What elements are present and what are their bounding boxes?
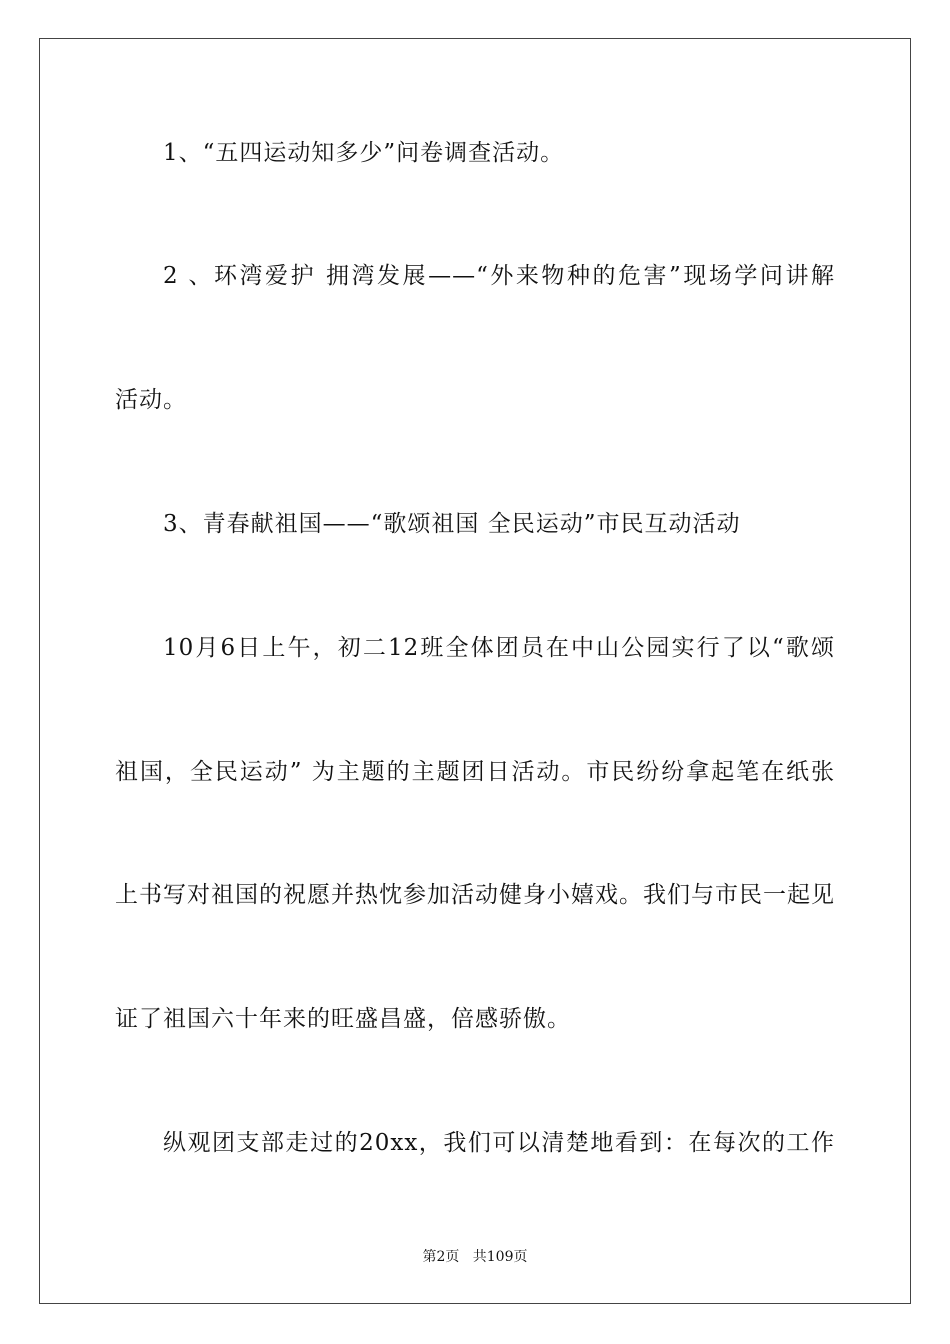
page-number: 第2页 <box>422 1249 460 1265</box>
text-line-1: 1、“五四运动知多少”问卷调查活动。 <box>163 140 565 166</box>
page-total: 共109页 <box>472 1249 528 1265</box>
text-line-2: 2 、环湾爱护 拥湾发展——“外来物种的危害”现场学问讲解 <box>163 263 835 289</box>
text-line-4: 3、青春献祖国——“歌颂祖国 全民运动”市民互动活动 <box>163 511 741 537</box>
text-line-3: 活动。 <box>115 387 187 413</box>
text-line-7: 上书写对祖国的祝愿并热忱参加活动健身小嬉戏。我们与市民一起见 <box>115 882 835 908</box>
text-line-8: 证了祖国六十年来的旺盛昌盛，倍感骄傲。 <box>115 1006 571 1032</box>
page-footer <box>0 1248 950 1266</box>
page-frame <box>39 38 911 1304</box>
text-line-9: 纵观团支部走过的20xx，我们可以清楚地看到：在每次的工作 <box>163 1130 835 1156</box>
text-line-6: 祖国，全民运动” 为主题的主题团日活动。市民纷纷拿起笔在纸张 <box>115 759 835 785</box>
text-line-5: 10月6日上午，初二12班全体团员在中山公园实行了以“歌颂 <box>163 635 835 661</box>
